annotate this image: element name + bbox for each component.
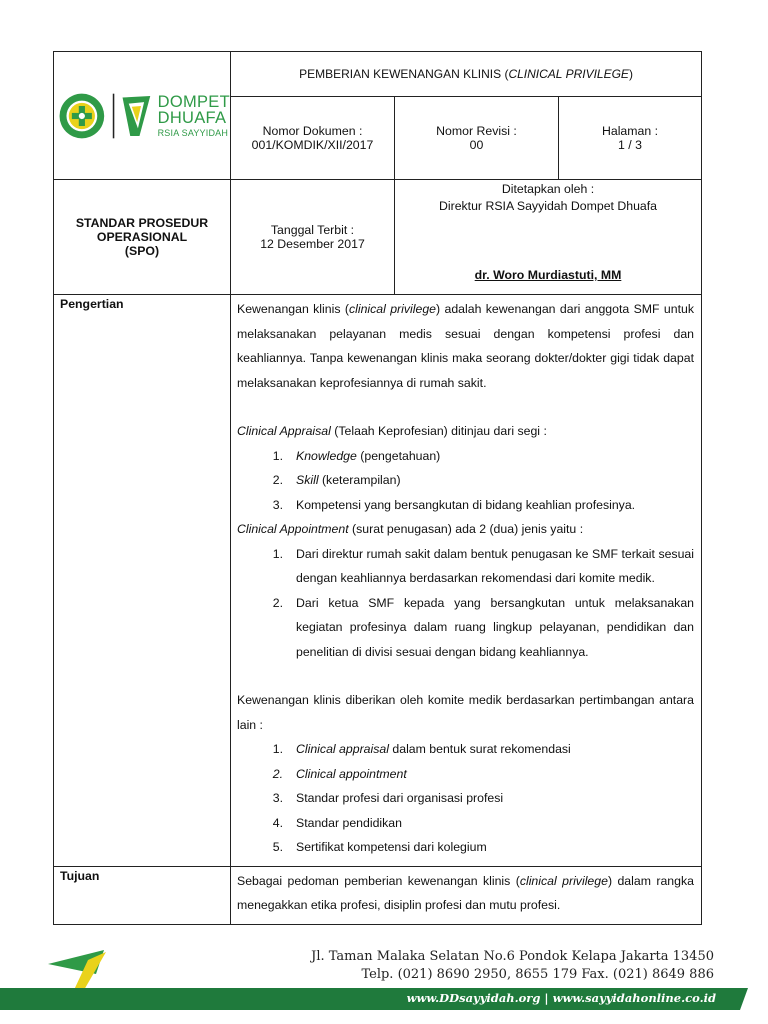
- footer-website-links[interactable]: www.DDsayyidah.org | www.sayyidahonline.co.id: [406, 991, 716, 1005]
- appraisal-list: [237, 444, 694, 518]
- tujuan-paragraph: Sebagai pedoman pemberian kewenangan klinis (clinical privilege) dalam rangka menegakkan etika profesi, disiplin profesi dan mutu profesi.: [237, 873, 694, 912]
- hospital-seal-icon: [58, 85, 106, 147]
- nomor-revisi-label: Nomor Revisi :: [436, 124, 517, 138]
- logo-divider: [112, 85, 115, 147]
- logo-brand-line1: DOMPET: [157, 92, 230, 111]
- spo-title-cell: [54, 180, 231, 295]
- tanggal-terbit-label: Tanggal Terbit :: [270, 223, 355, 237]
- spo-line2: OPERASIONAL: [96, 230, 188, 244]
- ditetapkan-value: Direktur RSIA Sayyidah Dompet Dhuafa: [438, 199, 658, 213]
- halaman-value: 1 / 3: [618, 138, 642, 152]
- nomor-revisi-cell: [395, 97, 559, 180]
- pengertian-paragraph: Kewenangan klinis (clinical privilege) adalah kewenangan dari anggota SMF untuk melaksanakan pelayanan medis sesuai dengan kompetensi profesi dan keahliannya. Tanpa kewenangan klinis maka seorang dokter/dokter gigi tidak dapat melaksanakan keprofesiannya di rumah sakit.: [237, 302, 694, 390]
- footer-brand-mark-icon: [44, 948, 110, 992]
- dompet-dhuafa-logo-icon: [121, 88, 152, 144]
- tanggal-terbit-cell: [231, 180, 395, 295]
- tujuan-content: [231, 866, 702, 924]
- list-item: 3. Kompetensi yang bersangkutan di bidang keahlian profesinya.: [272, 497, 636, 512]
- list-item: 5. Sertifikat kompetensi dari kolegium: [272, 840, 487, 854]
- nomor-dokumen-label: Nomor Dokumen :: [262, 124, 363, 138]
- spo-line3: (SPO): [124, 244, 160, 258]
- logo-brand-sub: RSIA SAYYIDAH: [157, 127, 229, 138]
- halaman-label: Halaman :: [601, 124, 659, 138]
- pengertian-content: [231, 295, 702, 867]
- list-item: 2. Clinical appointment: [272, 766, 407, 781]
- footer-phone: Telp. (021) 8690 2950, 8655 179 Fax. (021) 8649 886: [361, 967, 714, 982]
- basis-intro: Kewenangan klinis diberikan oleh komite medik berdasarkan pertimbangan antara lain :: [237, 693, 694, 732]
- halaman-cell: [559, 97, 702, 180]
- nomor-dokumen-value: 001/KOMDIK/XII/2017: [251, 138, 374, 152]
- pengertian-label: Pengertian: [54, 295, 231, 867]
- basis-list: [237, 737, 694, 860]
- list-item: 4. Standar pendidikan: [272, 815, 402, 830]
- spo-line1: STANDAR PROSEDUR: [75, 216, 209, 230]
- list-item: 3. Standar profesi dari organisasi profesi: [272, 791, 504, 805]
- appointment-list: [237, 542, 694, 665]
- ditetapkan-cell: [395, 180, 702, 295]
- list-item: 2. Dari ketua SMF kepada yang bersangkutan untuk melaksanakan kegiatan profesinya dalam ruang lingkup pelayanan, pendidikan dan penelitian di divisi sesuai dengan bidang keahliannya.: [272, 595, 694, 659]
- signer-name: dr. Woro Murdiastuti, MM: [474, 268, 622, 282]
- appraisal-intro: Clinical Appraisal (Telaah Keprofesian) ditinjau dari segi :: [237, 424, 547, 438]
- logo-cell: [54, 52, 231, 180]
- list-item: 1. Knowledge (pengetahuan): [272, 448, 441, 463]
- list-item: 1. Clinical appraisal dalam bentuk surat rekomendasi: [272, 742, 571, 756]
- list-item: 2. Skill (keterampilan): [272, 473, 401, 487]
- appointment-intro: Clinical Appointment (surat penugasan) ada 2 (dua) jenis yaitu :: [237, 522, 584, 536]
- nomor-dokumen-cell: [231, 97, 395, 180]
- list-item: 1. Dari direktur rumah sakit dalam bentuk penugasan ke SMF terkait sesuai dengan keahliannya berdasarkan rekomendasi dari komite medik.: [272, 546, 694, 585]
- document-title: PEMBERIAN KEWENANGAN KLINIS (CLINICAL PRIVILEGE): [231, 52, 702, 97]
- tujuan-label: Tujuan: [54, 866, 231, 924]
- footer-address: Jl. Taman Malaka Selatan No.6 Pondok Kelapa Jakarta 13450: [311, 949, 714, 964]
- tanggal-terbit-value: 12 Desember 2017: [260, 237, 365, 251]
- nomor-revisi-value: 00: [469, 138, 484, 152]
- logo-brand-line2: DHUAFA: [157, 109, 227, 127]
- footer-address-block: [311, 948, 714, 984]
- dompet-dhuafa-wordmark: [158, 94, 230, 138]
- ditetapkan-label: Ditetapkan oleh :: [501, 182, 595, 196]
- spo-document-table: [53, 51, 702, 925]
